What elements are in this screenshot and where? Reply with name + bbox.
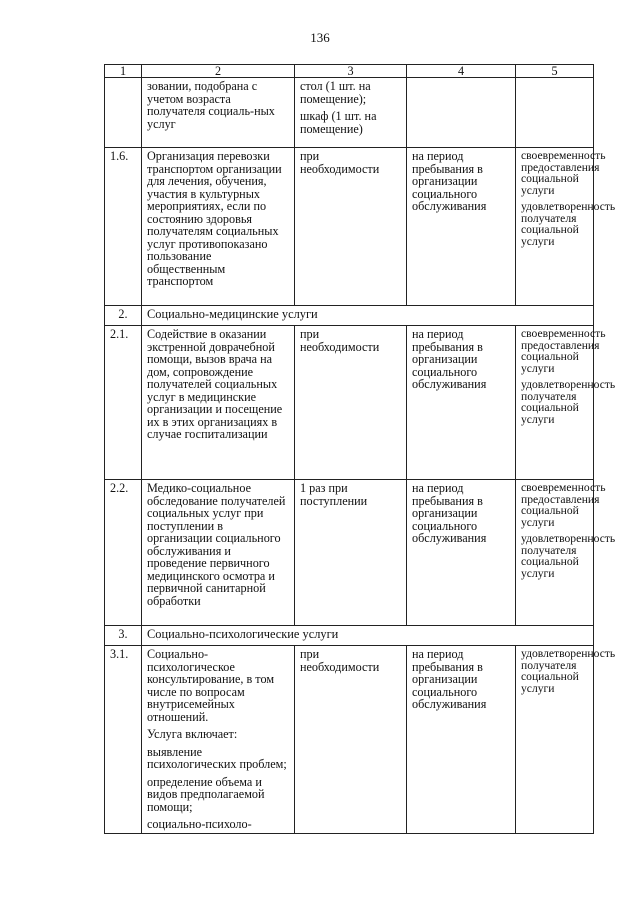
criteria-text	[516, 480, 616, 626]
section-row	[105, 626, 594, 646]
section-row	[105, 306, 594, 326]
section-num: 3.	[105, 626, 142, 646]
row-num: 1.6.	[105, 148, 142, 306]
period-text: на период пребывания в организации социального обслуживания	[407, 326, 516, 480]
frequency-text: при необходимости	[295, 148, 407, 306]
criteria-text	[516, 148, 616, 306]
criteria-line: своевременность предоставления социальной услуги	[521, 149, 606, 197]
service-text	[142, 646, 295, 834]
period-text: на период пребывания в организации социального обслуживания	[407, 646, 516, 834]
page-number: 136	[310, 30, 330, 45]
header-col-4: 4	[407, 65, 516, 78]
table-row	[105, 148, 594, 306]
period-text: на период пребывания в организации социального обслуживания	[407, 148, 516, 306]
table-row	[105, 480, 594, 626]
service-line: социально-психоло-	[147, 817, 252, 831]
header-col-3: 3	[295, 65, 407, 78]
row-num: 2.1.	[105, 326, 142, 480]
header-col-1: 1	[105, 65, 142, 78]
frequency-text	[295, 78, 407, 148]
criteria-text	[516, 646, 616, 834]
frequency-line: шкаф (1 шт. на помещение)	[300, 109, 377, 136]
service-text: Содействие в оказании экстренной доврачебной помощи, вызов врача на дом, сопровождение получателей социальных услуг в медицинские организации и посещение их в этих организациях в случае госпитализации	[142, 326, 295, 480]
table-row	[105, 78, 594, 148]
service-text: Медико-социальное обследование получателей социальных услуг при поступлении в организации социального обслуживания и проведение первичного медицинского осмотра и первичной санитарной обработки	[142, 480, 295, 626]
frequency-text: при необходимости	[295, 326, 407, 480]
header-col-2: 2	[142, 65, 295, 78]
service-line: Социально-психологическое консультирование, в том числе по вопросам внутрисемейных отношений.	[147, 647, 275, 724]
period-text	[407, 78, 516, 148]
criteria-line: удовлетворенность получателя социальной услуги	[521, 378, 616, 426]
criteria-line: своевременность предоставления социальной услуги	[521, 481, 606, 529]
service-line: определение объема и видов предполагаемой помощи;	[147, 774, 265, 814]
criteria-line: удовлетворенность получателя социальной услуги	[521, 532, 616, 580]
table-row	[105, 646, 594, 834]
row-num: 2.2.	[105, 480, 142, 626]
frequency-line: стол (1 шт. на помещение);	[300, 79, 371, 106]
frequency-text: при необходимости	[295, 646, 407, 834]
header-col-5: 5	[516, 65, 594, 78]
section-title: Социально-медицинские услуги	[142, 306, 594, 326]
criteria-text	[516, 326, 616, 480]
criteria-line: удовлетворенность получателя социальной услуги	[521, 200, 616, 248]
row-num	[105, 78, 142, 148]
criteria-line: своевременность предоставления социальной услуги	[521, 327, 606, 375]
criteria-text	[516, 78, 594, 148]
criteria-line: удовлетворенность получателя социальной услуги	[521, 647, 616, 695]
section-title: Социально-психологические услуги	[142, 626, 594, 646]
table-row	[105, 326, 594, 480]
period-text: на период пребывания в организации социального обслуживания	[407, 480, 516, 626]
table-header-row	[105, 65, 594, 78]
row-num: 3.1.	[105, 646, 142, 834]
service-line: Услуга включает:	[147, 727, 238, 741]
service-text: зовании, подобрана с учетом возраста получателя социаль-ных услуг	[142, 78, 295, 148]
service-text: Организация перевозки транспортом организации для лечения, обучения, участия в культурных мероприятиях, если по состоянию здоровья получателям социальных услуг противопоказано пользование общественным транспортом	[142, 148, 295, 306]
services-table	[104, 64, 616, 834]
section-num: 2.	[105, 306, 142, 326]
frequency-text: 1 раз при поступлении	[295, 480, 407, 626]
service-line: выявление психологических проблем;	[147, 744, 287, 771]
